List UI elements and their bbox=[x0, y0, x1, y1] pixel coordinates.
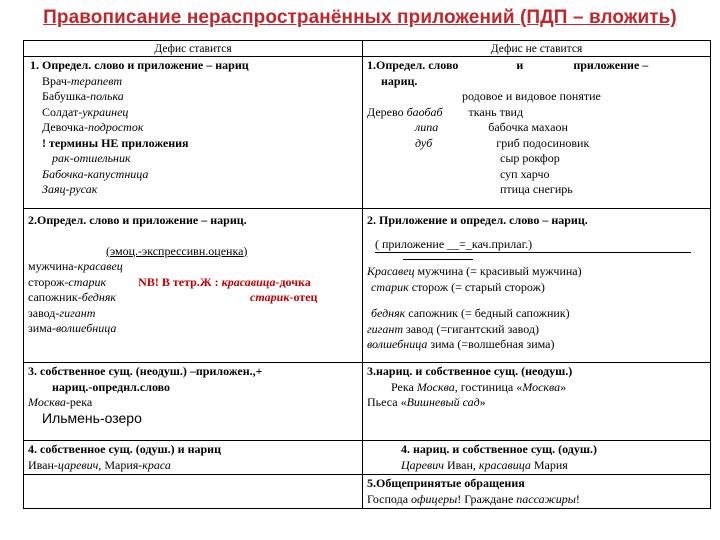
example-line: Бабушка-полька bbox=[42, 89, 124, 103]
rule-heading: 1. Определ. слово и приложение – нариц bbox=[30, 58, 249, 72]
example-line: Красавец мужчина (= красивый мужчина) bbox=[367, 264, 582, 278]
rules-table bbox=[23, 40, 711, 509]
concept-note: (эмоц.-экспрессивн.оценка) bbox=[106, 243, 248, 258]
example-line: дуб гриб подосиновик bbox=[415, 135, 590, 150]
table-row bbox=[24, 209, 711, 363]
rule-heading: 3. собственное сущ. (неодуш.) –приложен.,+ bbox=[28, 364, 263, 378]
cell-rule3-right bbox=[363, 363, 711, 441]
example-line: сыр рокфор bbox=[500, 151, 560, 165]
header-hyphen-yes: Дефис ставится bbox=[24, 41, 363, 57]
example-line: Пьеса «Вишневый сад» bbox=[367, 395, 486, 409]
example-line: Девочка-подросток bbox=[42, 120, 144, 134]
example-line: Бабочка-капустница bbox=[42, 166, 149, 181]
example-line: Москва-река bbox=[28, 395, 93, 409]
scheme-line: ( приложение __=_кач.прилаг.) bbox=[367, 237, 706, 254]
example-line: сторож-старик NB! В тетр.Ж : красавица-дочка bbox=[28, 274, 311, 289]
example-line: рак-отшельник bbox=[52, 151, 131, 165]
example-line: Ильмень-озеро bbox=[42, 409, 142, 426]
example-line: суп харчо bbox=[500, 166, 550, 181]
concept-note: родовое и видовое понятие bbox=[462, 89, 601, 103]
example-line: волшебница зима (=волшебная зима) bbox=[367, 337, 555, 351]
rule-heading: 1.Определ. слово и приложение – bbox=[367, 58, 649, 72]
rule-heading-cont: нариц. bbox=[381, 73, 418, 88]
example-line: Заяц-русак bbox=[42, 182, 98, 196]
rule-heading-cont: нариц.-опреднл.слово bbox=[52, 379, 171, 394]
header-hyphen-no: Дефис не ставится bbox=[363, 41, 711, 57]
example-line: Река Москва, гостиница «Москва» bbox=[391, 379, 567, 394]
example-line: Иван-царевич, Мария-краса bbox=[28, 457, 171, 472]
cell-rule2-left bbox=[24, 209, 363, 363]
cell-rule5-right bbox=[363, 475, 711, 509]
cell-rule2-right bbox=[363, 209, 711, 363]
example-line: завод-гигант bbox=[28, 305, 96, 320]
example-line: сапожник-бедняк старик-отец bbox=[28, 290, 318, 304]
cell-rule1-right bbox=[363, 57, 711, 209]
cell-rule4-left bbox=[24, 441, 363, 475]
example-line: гигант завод (=гигантский завод) bbox=[367, 321, 539, 336]
example-line: Дерево баобаб ткань твид bbox=[367, 104, 524, 119]
table-row bbox=[24, 441, 711, 475]
example-line: старик сторож (= старый сторож) bbox=[371, 279, 545, 294]
cell-rule1-left bbox=[24, 57, 363, 209]
table-row bbox=[24, 475, 711, 509]
cell-rule3-left bbox=[24, 363, 363, 441]
rule-heading: 3.нариц. и собственное сущ. (неодуш.) bbox=[367, 364, 573, 378]
example-line: мужчина-красавец bbox=[28, 259, 123, 273]
example-line: Господа офицеры! Граждане пассажиры! bbox=[367, 491, 580, 506]
rule-heading: 2. Приложение и определ. слово – нариц. bbox=[367, 213, 588, 227]
note-line: ! термины НЕ приложения bbox=[42, 135, 189, 150]
page-title: Правописание нераспространённых приложений (ПДП – вложить) bbox=[43, 7, 677, 28]
cell-rule4-right bbox=[363, 441, 711, 475]
example-line: липа бабочка махаон bbox=[415, 120, 568, 134]
table-row bbox=[24, 57, 711, 209]
example-line: Царевич Иван, красавица Мария bbox=[401, 457, 568, 472]
cell-rule5-left-empty bbox=[24, 475, 363, 509]
example-line: бедняк сапожник (= бедный сапожник) bbox=[371, 306, 570, 320]
example-line: Солдат-украинец bbox=[42, 104, 129, 119]
table-row bbox=[24, 363, 711, 441]
rule-heading: 4. нариц. и собственное сущ. (одуш.) bbox=[401, 442, 597, 456]
rule-heading: 4. собственное сущ. (одуш.) и нариц bbox=[28, 442, 221, 456]
table-header-row bbox=[24, 41, 711, 57]
rule-heading: 2.Определ. слово и приложение – нариц. bbox=[28, 213, 247, 227]
scheme-underline bbox=[403, 253, 473, 260]
example-line: Врач-терапевт bbox=[42, 73, 123, 88]
rule-heading: 5.Общепринятые обращения bbox=[367, 476, 525, 490]
example-line: зима-волшебница bbox=[28, 321, 117, 335]
example-line: птица снегирь bbox=[500, 182, 573, 196]
